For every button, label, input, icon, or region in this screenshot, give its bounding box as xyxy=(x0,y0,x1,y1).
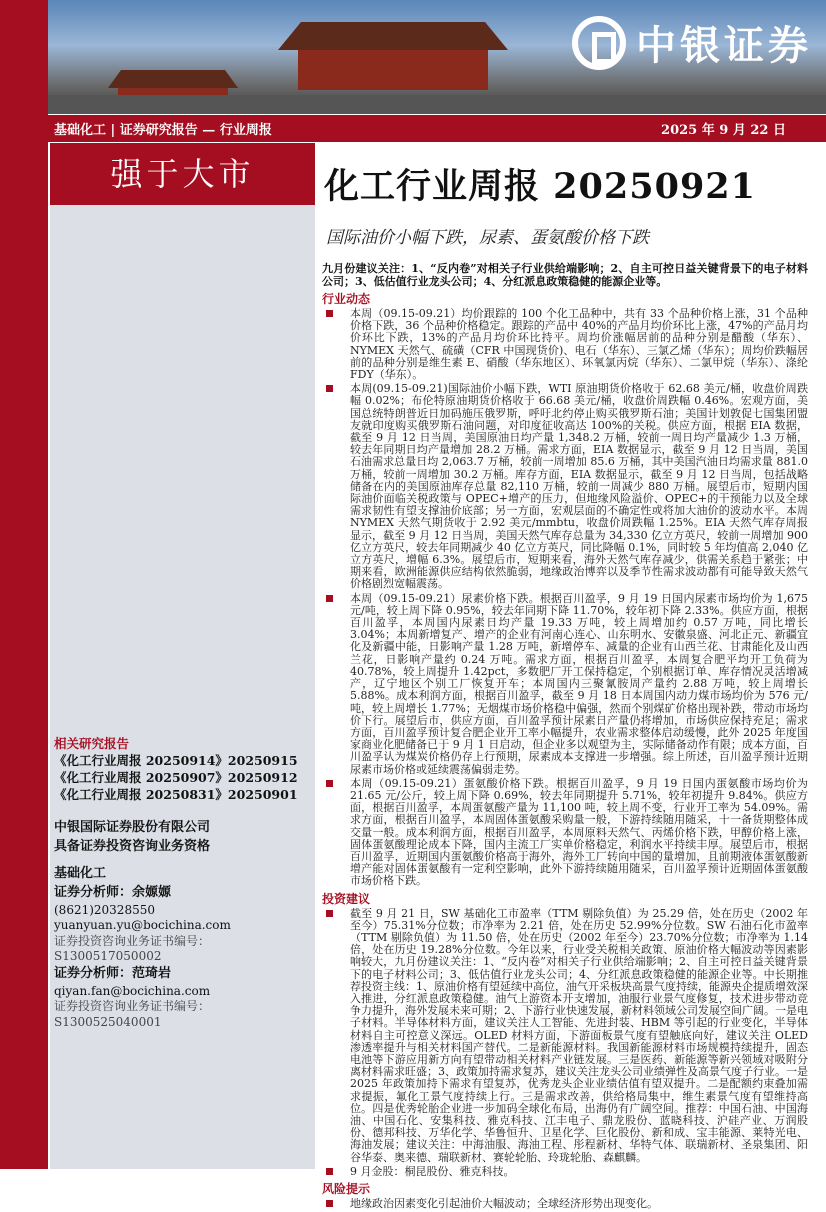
analyst-card xyxy=(54,966,315,1030)
company-logo xyxy=(572,14,812,71)
related-report-link[interactable]: 《化工行业周报 20250907》20250912 xyxy=(54,770,298,785)
bullet-text: 截至 9 月 21 日，SW 基础化工市盈率（TTM 剔除负值）为 25.29 倍，处在历史（2002 年至今）75.31%分位数；市净率为 2.21 倍，处在历史 52.99%分位数。SW 石油石化市盈率（TTM 剔除负值）为 11.50 倍，处在历史（2002 年至今）23.70%分位数；市净率为 1.14 倍，处在历史 19.28%分位数。今年以来，行业受关税相关政策、原油价格大幅波动等因素影响较大，九月份建议关注：1、“反内卷”对相关子行业供给端影响；2、自主可控日益关键背景下的电子材料公司；3、低估值行业龙头公司；4、分红派息政策稳健的能源企业等。中长期推荐投资主线：1、原油价格有望延续中高位，油气开采板块高景气度持续，能源央企提质增效深入推进，分红派息政策稳健。油气上游资本开支增加，油服行业景气度修复，技术进步带动竞争力提升，海外发展未来可期；2、下游行业快速发展，新材料领域公司发展空间广阔。一是电子材料。半导体材料方面，建议关注人工智能、先进封装、HBM 等引起的行业变化，半导体材料自主可控意义深远。OLED 材料方面，下游面板景气度有望触底向好，建议关注 OLED 渗透率提升与相关材料国产替代。二是新能源材料。我国新能源材料市场规模持续提升，固态电池等下游应用新方向有望带动相关材料产业链发展。三是医药、新能源等新兴领域对吸附分离材料需求旺盛；3、政策加持需求复苏，建议关注龙头公司业绩弹性及高景气度子行业。一是 2025 年政策加持下需求有望复苏，优秀龙头企业业绩估值有望双提升。二是配额约束叠加需求提振，氟化工景气度持续上行。三是需求改善，供给格局集中，维生素景气度有望维持高位。四是优秀轮胎企业进一步加码全球化布局，出海仍有广阔空间。推荐：中国石油、中国海油、中国石化、安集科技、雅克科技、江丰电子、鼎龙股份、蓝晓科技、沪硅产业、万润股份、德邦科技、万华化学、华鲁恒升、卫星化学、巨化股份、新和成、宝丰能源、莱特光电、海油发展；建议关注：中海油服、海油工程、彤程新材、华特气体、联瑞新材、圣泉集团、阳谷华泰、奥来德、瑞联新材、赛轮轮胎、玲珑轮胎、森麒麟。 xyxy=(350,906,808,1164)
company-name: 中银国际证券股份有限公司 xyxy=(54,820,211,835)
page-subtitle: 国际油价小幅下跌，尿素、蛋氨酸价格下跌 xyxy=(326,228,649,248)
header-banner-image xyxy=(48,0,826,114)
related-report-link[interactable]: 《化工行业周报 20250831》20250901 xyxy=(54,787,298,802)
bullet-item xyxy=(318,383,808,590)
analyst-cert: 证券投资咨询业务证书编号：S1300517050002 xyxy=(54,933,211,963)
report-header-bar xyxy=(48,115,826,142)
analyst-phone: (8621)20328550 xyxy=(54,902,155,917)
bullet-item xyxy=(318,1198,808,1210)
page-title: 化工行业周报 20250921 xyxy=(324,166,757,207)
analyst-email[interactable]: yuanyuan.yu@bocichina.com xyxy=(54,918,231,932)
bullet-text: 9 月金股：桐昆股份、雅克科技。 xyxy=(350,1164,515,1178)
analyst-cert: 证券投资咨询业务证书编号：S1300525040001 xyxy=(54,999,211,1029)
bullet-square-icon xyxy=(318,593,350,776)
bullet-square-icon xyxy=(318,778,350,888)
bullet-text: 本周(09.15-09.21)国际油价小幅下跌，WTI 原油期货价格收于 62.68 美元/桶，收盘价周跌幅 0.02%；布伦特原油期货价格收于 66.68 美元/桶，收盘价周跌幅 0.46%。宏观方面，美国总统特朗普近日加码施压俄罗斯，呼吁北约停止购买俄罗斯石油；美国计划敦促七国集团盟友就印度购买俄罗斯石油问题，对印度征收高达 100%的关税。供应方面，根据 EIA 数据，截至 9 月 12 日当周，美国原油日均产量 1,348.2 万桶，较前一周日均产量减少 1.3 万桶，较去年同期日均产量增加 28.2 万桶。需求方面，EIA 数据显示，截至 9 月 12 日当周，美国石油需求总量日均 2,063.7 万桶，较前一周增加 85.6 万桶，其中美国汽油日均需求量 881.0 万桶，较前一周增加 30.2 万桶。库存方面，EIA 数据显示，截至 9 月 12 日当周，包括战略储备在内的美国原油库存总量 82,110 万桶，较前一周减少 880 万桶。展望后市，短期内国际油价面临关税政策与 OPEC+增产的压力，但地缘风险溢价、OPEC+的干预能力以及全球需求韧性有望支撑油价底部；另一方面，宏观层面的不确定性或将加大油价的波动水平。本周 NYMEX 天然气期货收于 2.92 美元/mmbtu，收盘价周跌幅 1.25%。EIA 天然气库存周报显示，截至 9 月 12 日当周，美国天然气库存总量为 34,330 亿立方英尺，较前一周增加 900 亿立方英尺，较去年同期减少 40 亿立方英尺，同比降幅 0.1%，同时较 5 年均值高 2,040 亿立方英尺，增幅 6.3%。展望后市，短期来看，海外天然气库存减少，供需关系趋于紧张；中期来看，欧洲能源供应结构依然脆弱，地缘政治博弈以及季节性需求波动都有可能导致天然气价格剧烈宽幅震荡。 xyxy=(350,382,808,591)
boc-logo-icon xyxy=(572,16,626,70)
sector: 基础化工 xyxy=(54,866,107,881)
bullet-text: 地缘政治因素变化引起油价大幅波动；全球经济形势出现变化。 xyxy=(350,1197,658,1211)
report-category: 基础化工 | 证券研究报告 — 行业周报 xyxy=(54,123,272,138)
report-date: 2025 年 9 月 22 日 xyxy=(661,123,786,138)
qualification: 具备证券投资咨询业务资格 xyxy=(54,839,211,854)
main-content xyxy=(318,143,808,1212)
rating-box: 强于大市 xyxy=(50,143,315,205)
analyst-email[interactable]: qiyan.fan@bocichina.com xyxy=(54,983,211,998)
section-heading: 风险提示 xyxy=(322,1182,371,1197)
company-info xyxy=(54,818,210,883)
bullet-item xyxy=(318,908,808,1164)
section-heading: 行业动态 xyxy=(322,292,371,306)
bullet-item xyxy=(318,1166,808,1178)
bullet-item xyxy=(318,308,808,381)
sidebar xyxy=(50,143,315,1169)
analyst-card xyxy=(54,885,315,965)
section-heading: 投资建议 xyxy=(322,891,371,906)
left-brand-strip xyxy=(0,0,48,1169)
bullet-square-icon xyxy=(318,1166,350,1178)
related-report-link[interactable]: 《化工行业周报 20250914》20250915 xyxy=(54,753,298,768)
analyst-name: 证券分析师：范琦岩 xyxy=(54,966,172,981)
bullet-text: 本周（09.15-09.21）蛋氨酸价格下跌。根据百川盈孚，9 月 19 日国内蛋氨酸市场均价为 21.65 元/公斤，较上周下降 0.69%，较去年同期提升 5.71%，较年初提升 9.84%。供应方面，根据百川盈孚，本周蛋氨酸产量为 11,100 吨，较上周不变，行业开工率为 54.09%。需求方面，根据百川盈孚，本周固体蛋氨酸采购量一般，下游持续随用随采，十一备货期整体成交量一般。成本利润方面，根据百川盈孚，本周原料天然气、丙烯价格下跌，甲醇价格上涨，固体蛋氨酸理论成本下降，国内主流工厂实单价格稳定，利润水平持续丰厚。展望后市，根据百川盈孚，近期国内蛋氨酸价格高于海外，海外工厂转向中国的量增加，且前期液体蛋氨酸新增产能对固体蛋氨酸有一定利空影响，此外下游持续随用随采，百川盈孚预计近期固体蛋氨酸市场价格下跌。 xyxy=(350,776,808,888)
logo-text: 中银证券 xyxy=(636,23,812,69)
recommendation-summary: 九月份建议关注：1、“反内卷”对相关子行业供给端影响；2、自主可控日益关键背景下的电子材料公司；3、低估值行业龙头公司；4、分红派息政策稳健的能源企业等。 xyxy=(322,262,808,288)
bullet-text: 本周（09.15-09.21）均价跟踪的 100 个化工品种中，共有 33 个品种价格上涨，31 个品种价格下跌，36 个品种价格稳定。跟踪的产品中 40%的产品月均价环比上涨，47%的产品月均价环比下跌，13%的产品月均价环比持平。周均价涨幅居前的品种分别是醋酸（华东）、NYMEX 天然气、硫磺（CFR 中国现货价)、电石（华东）、三氯乙烯（华东）；周均价跌幅居前的品种分别是维生素 E、硝酸（华东地区）、环氧氯丙烷（华东）、二氯甲烷（华东）、涤纶 FDY（华东）。 xyxy=(350,307,808,382)
related-reports xyxy=(54,735,298,803)
bullet-text: 本周（09.15-09.21）尿素价格下跌。根据百川盈孚，9 月 19 日国内尿素市场均价为 1,675 元/吨，较上周下降 0.95%，较去年同期下降 11.70%，较年初下降 2.33%。供应方面，根据百川盈孚，本周国内尿素日均产量 19.33 万吨，较上周增加约 0.57 万吨，同比增长 3.04%；本周新增复产、增产的企业有河南心连心、山东明水、安徽泉盛、河北正元、新疆宜化及新疆中能，日影响产量 1.28 万吨，新增停车、减量的企业有山西兰花、甘肃能化及山西兰花，日影响产量约 0.24 万吨。需求方面，根据百川盈孚，本周复合肥平均开工负荷为 40.78%，较上周提升 1.42pct，多数肥厂开工保持稳定，个别根据订单、库存情况灵活增减产，辽宁地区个别工厂恢复开车；本周国内三聚氰胺周产量约 2.88 万吨，较上周增长 5.88%。成本利润方面，根据百川盈孚，截至 9 月 18 日本周国内动力煤市场均价为 576 元/吨，较上周增长 1.77%；无烟煤市场价格稳中偏强，然而个别煤矿价格出现补跌，带动市场均价下行。展望后市，供应方面，百川盈孚预计尿素日产量仍将增加，市场供应保持充足；需求方面，百川盈孚预计复合肥企业开工率小幅提升，农业需求整体启动缓慢，此外 2025 年度国家商业化肥储备已于 9 月 1 日启动，但企业多以观望为主，实际储备动作有限；成本方面，百川盈孚认为煤炭价格仍存上行预期，尿素成本支撑进一步增强。综上所述，百川盈孚预计近期尿素市场价格或延续震荡偏弱走势。 xyxy=(350,591,808,776)
bullet-item xyxy=(318,593,808,776)
analyst-name: 证券分析师：余嫄嫄 xyxy=(54,885,172,900)
related-heading: 相关研究报告 xyxy=(54,736,130,751)
bullet-square-icon xyxy=(318,1198,350,1210)
bullet-square-icon xyxy=(318,308,350,381)
bullet-item xyxy=(318,778,808,888)
bullet-square-icon xyxy=(318,908,350,1164)
bullet-square-icon xyxy=(318,383,350,590)
